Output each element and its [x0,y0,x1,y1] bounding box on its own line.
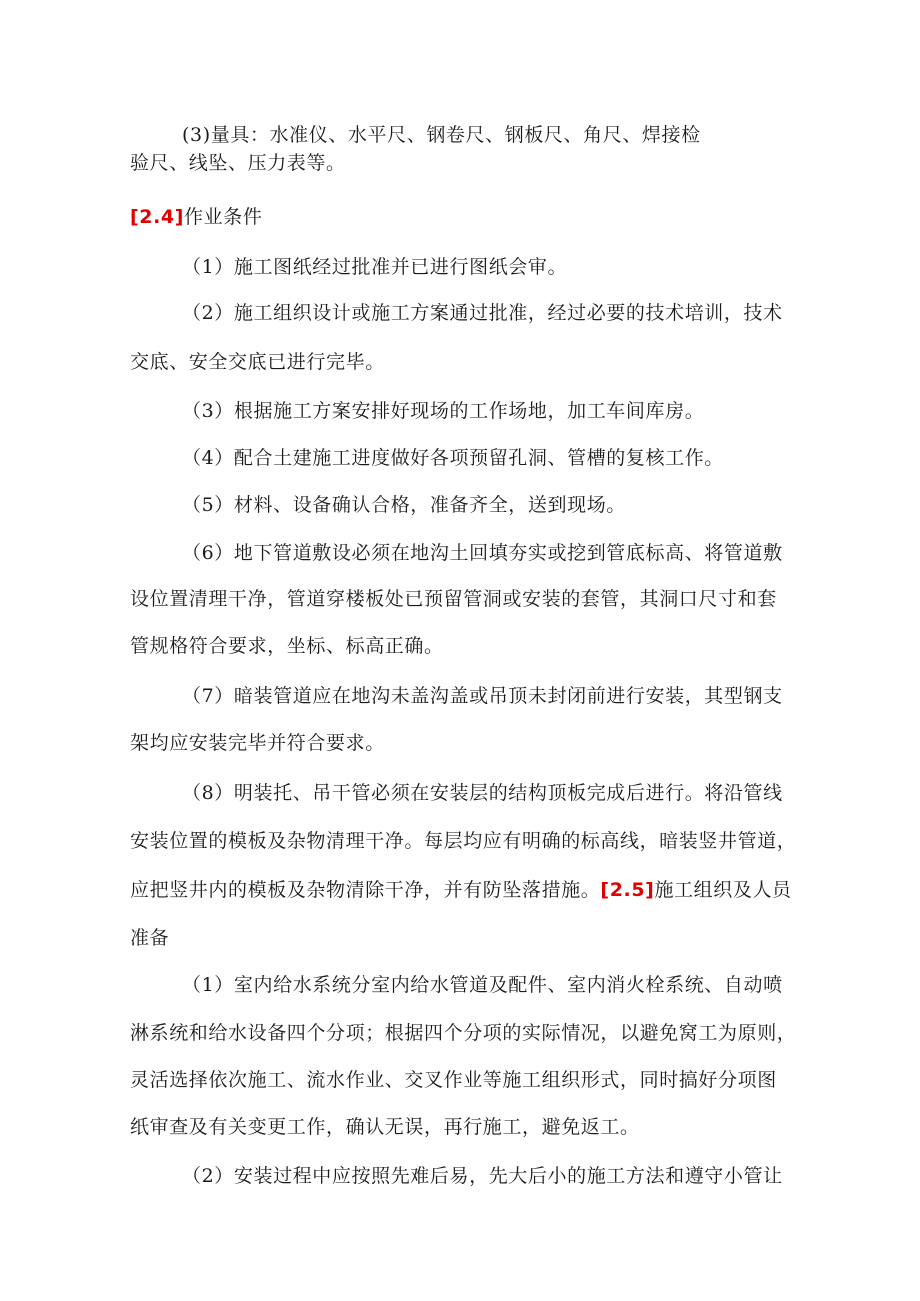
paragraph-line: 纸审查及有关变更工作，确认无误，再行施工，避免返工。 [130,1116,640,1138]
paragraph-line: 管规格符合要求，坐标、标高正确。 [130,635,444,657]
paragraph-line: （7）暗装管道应在地沟未盖沟盖或吊顶未封闭前进行安装，其型钢支 [182,685,783,707]
paragraph-line: （1）室内给水系统分室内给水管道及配件、室内消火栓系统、自动喷 [182,974,783,996]
section-title: 施工组织及人员 [654,879,792,901]
section-heading-2-4 [130,205,262,229]
paragraph-line: （2）安装过程中应按照先难后易，先大后小的施工方法和遵守小管让 [182,1165,783,1187]
paragraph-text: 应把竖井内的模板及杂物清除干净，并有防坠落措施。 [130,879,601,901]
paragraph-line: 架均应安装完毕并符合要求。 [130,732,385,754]
paragraph-line: 安装位置的模板及杂物清理干净。每层均应有明确的标高线，暗装竖井管道， [130,830,797,852]
section-title-continuation: 准备 [130,927,170,949]
paragraph-line: 设位置清理干净，管道穿楼板处已预留管洞或安装的套管，其洞口尺寸和套 [130,588,777,610]
paragraph-line: （6）地下管道敷设必须在地沟土回填夯实或挖到管底标高、将管道敷 [182,542,783,564]
paragraph-line: （3）根据施工方案安排好现场的工作场地，加工车间库房。 [182,400,705,422]
section-title: 作业条件 [184,206,263,228]
paragraph-line-with-heading [130,878,792,902]
section-tag: [2.5] [600,879,655,901]
paragraph-line: 交底、安全交底已进行完毕。 [130,351,385,373]
paragraph-line: 验尺、线坠、压力表等。 [130,152,346,174]
paragraph-line: （2）施工组织设计或施工方案通过批准，经过必要的技术培训，技术 [182,302,783,324]
paragraph-line: 淋系统和给水设备四个分项；根据四个分项的实际情况，以避免窝工为原则， [130,1022,797,1044]
paragraph-line: （8）明装托、吊干管必须在安装层的结构顶板完成后进行。将沿管线 [182,782,783,804]
paragraph-line: (3)量具：水准仪、水平尺、钢卷尺、钢板尺、角尺、焊接检 [182,124,701,146]
paragraph-line: 灵活选择依次施工、流水作业、交叉作业等施工组织形式，同时搞好分项图 [130,1069,777,1091]
section-tag: [2.4] [130,206,185,228]
paragraph-line: （1）施工图纸经过批准并已进行图纸会审。 [182,256,568,278]
paragraph-line: （5）材料、设备确认合格，准备齐全，送到现场。 [182,494,626,516]
paragraph-line: （4）配合土建施工进度做好各项预留孔洞、管槽的复核工作。 [182,447,724,469]
